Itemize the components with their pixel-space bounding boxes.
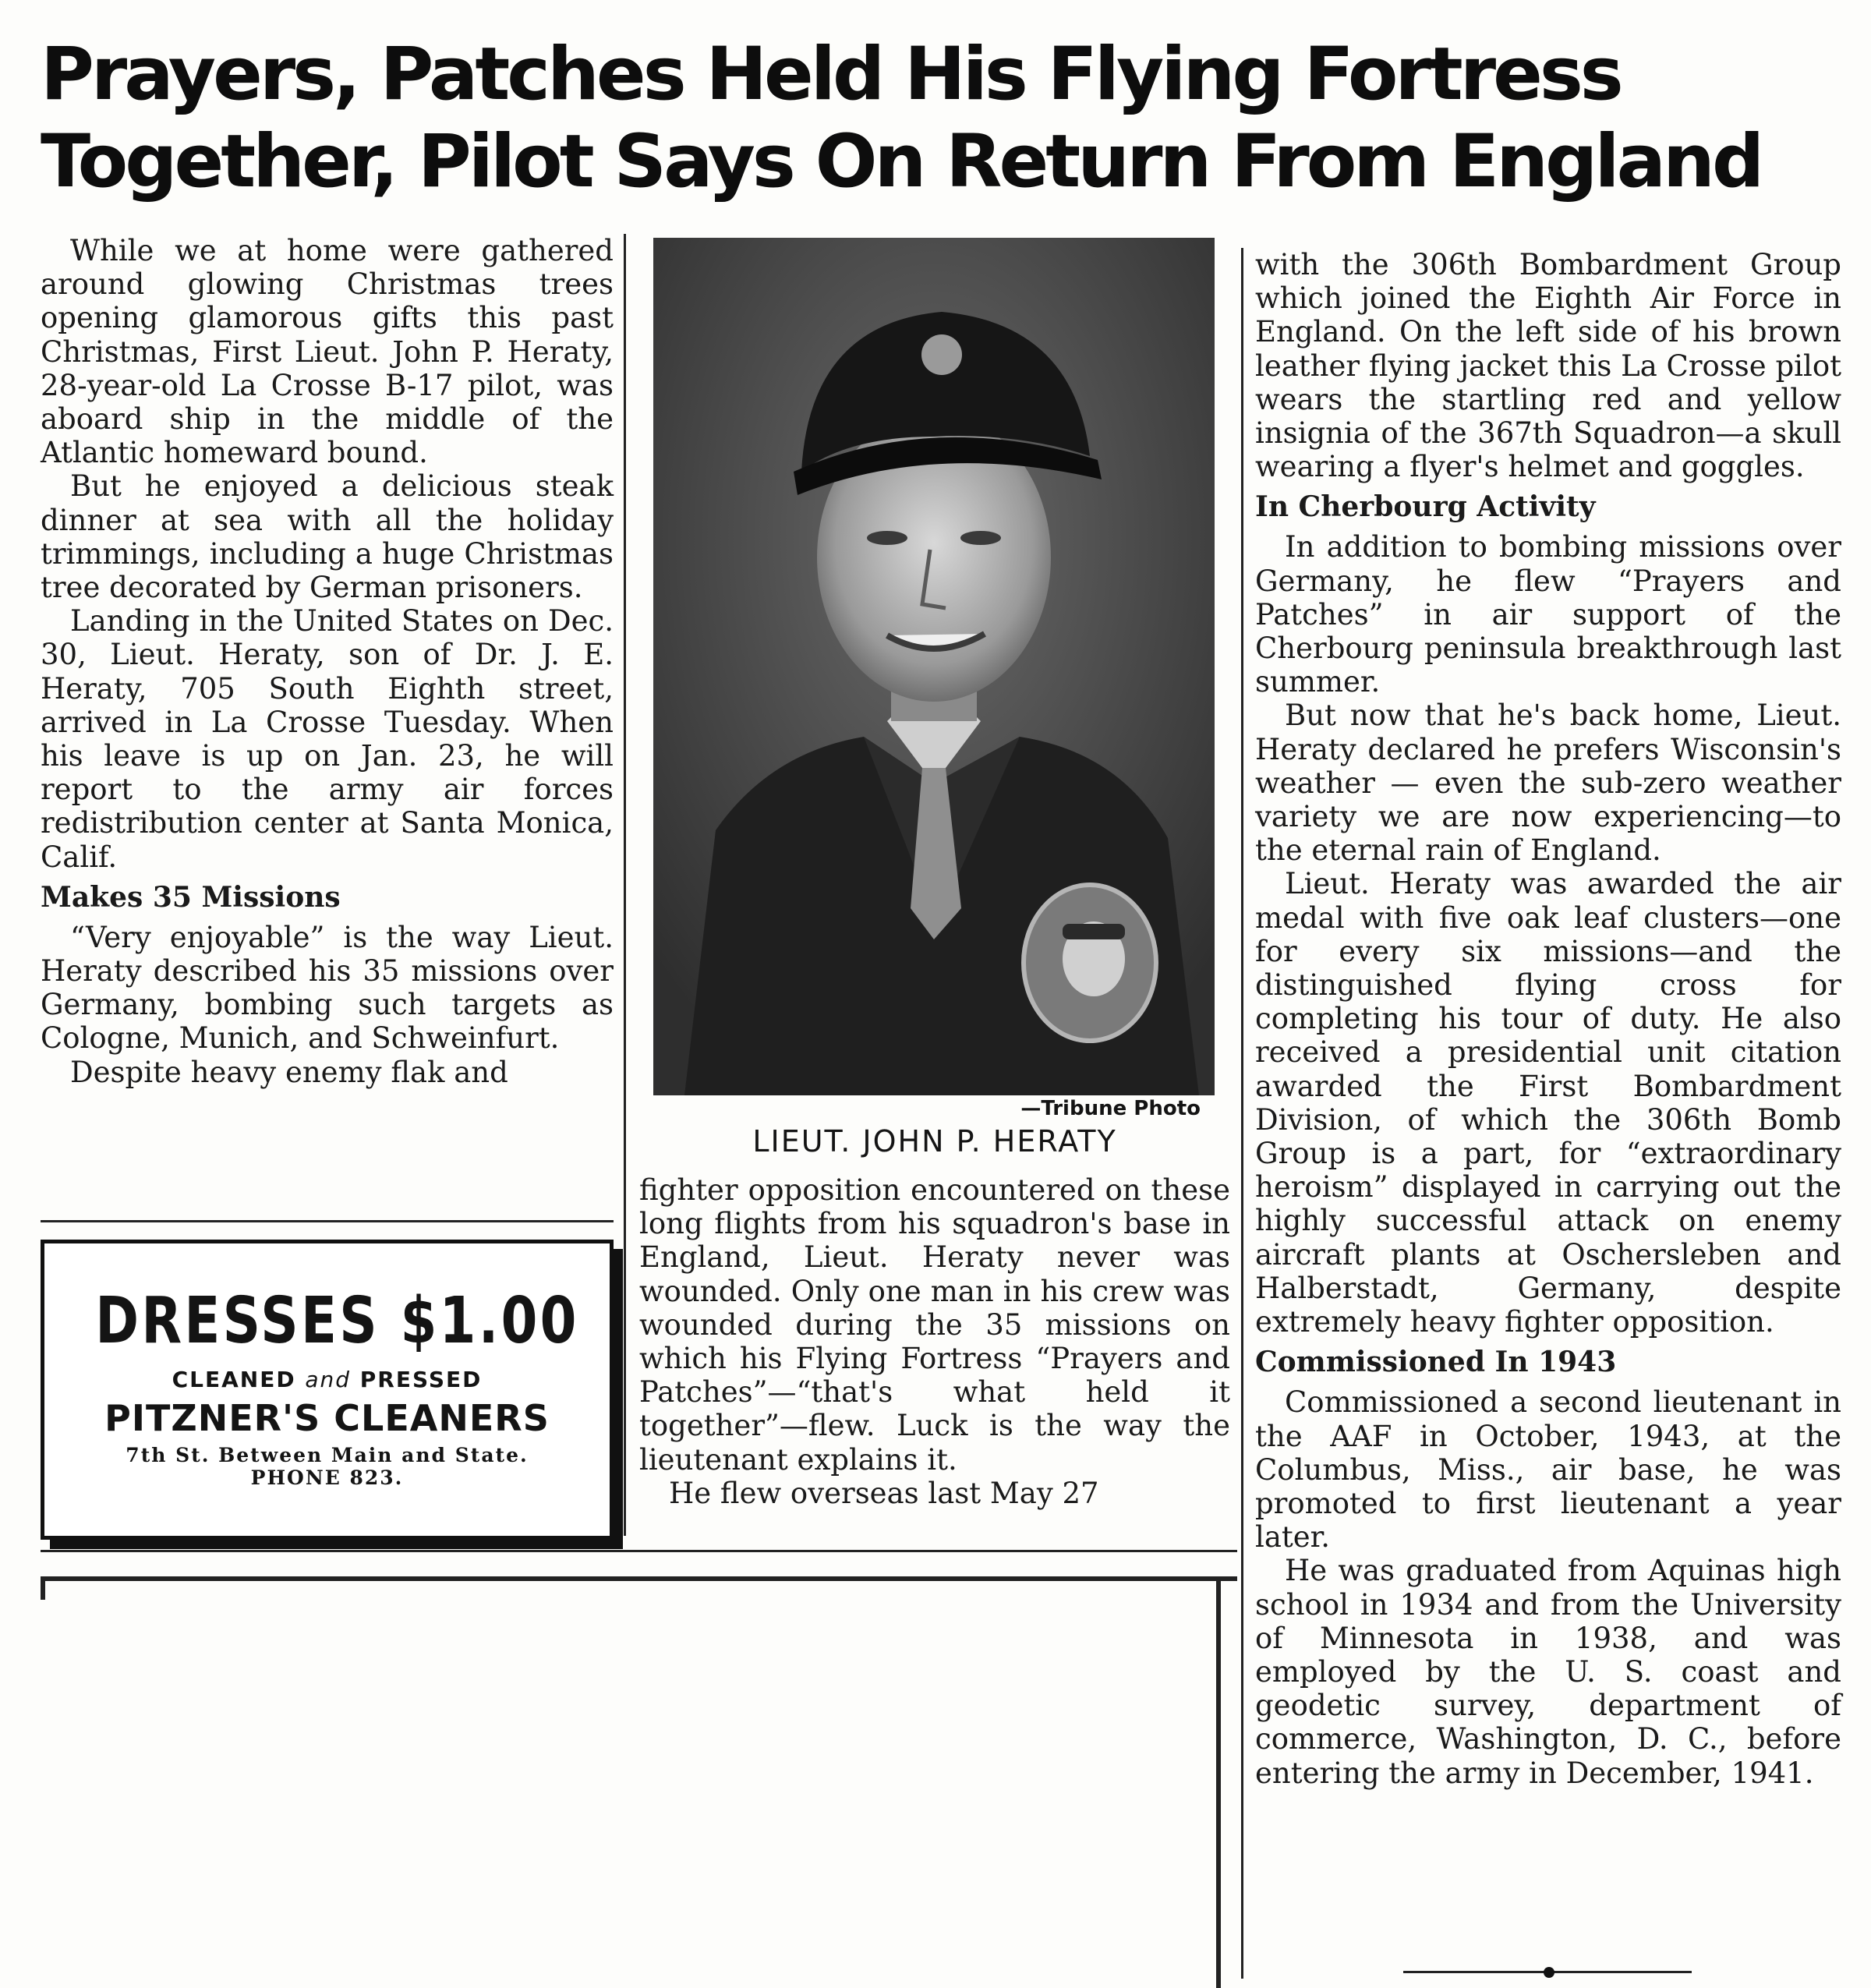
- advertisement-box: [41, 1240, 614, 1540]
- box-top-border: [41, 1576, 1237, 1581]
- paragraph: “Very enjoyable” is the way Lieut. Heraty described his 35 missions over Germany, bombing such targets as Cologne, Munich, and Schweinfurt.: [41, 920, 614, 1056]
- paragraph: Landing in the United States on Dec. 30, Lieut. Heraty, son of Dr. J. E. Heraty, 705 South Eighth street, arrived in La Crosse Tuesday. When his leave is up on Jan. 23, he will report to the army air forces redistribution center at Santa Monica, Calif.: [41, 604, 614, 874]
- subhead-in-cherbourg-activity: In Cherbourg Activity: [1255, 490, 1596, 524]
- paragraph: In addition to bombing missions over Germany, he flew “Prayers and Patches” in air support of the Cherbourg peninsula breakthrough last summer.: [1255, 530, 1841, 699]
- paragraph: But now that he's back home, Lieut. Heraty declared he prefers Wisconsin's weather — even the sub-zero weather variety we are now experiencing—to the eternal rain of England.: [1255, 699, 1841, 868]
- paragraph: fighter opposition encountered on these long flights from his squadron's base in England, Lieut. Heraty never was wounded. Only one man in his crew was wounded during the 35 missions on which his Flying Fortress “Prayers and Patches”—“that's what held it together”—flew. Luck is the way the lieutenant explains it.: [639, 1173, 1230, 1477]
- pilot-portrait-image: [653, 238, 1215, 1095]
- ad-title: DRESSES $1.00: [95, 1284, 579, 1358]
- box-left-border: [41, 1576, 45, 1600]
- box-right-border: [1216, 1576, 1221, 1988]
- headline-line-2: Together, Pilot Says On Return From England: [41, 119, 1762, 204]
- subhead-makes-35-missions: Makes 35 Missions: [41, 880, 341, 914]
- article-column-3: [1255, 248, 1841, 1790]
- paragraph: Commissioned a second lieutenant in the AAF in October, 1943, at the Columbus, Miss., air base, he was promoted to first lieutenant a year later.: [1255, 1385, 1841, 1555]
- paragraph: He flew overseas last May 27: [669, 1476, 1099, 1510]
- portrait-photo: [653, 238, 1215, 1095]
- paragraph: But he enjoyed a delicious steak dinner at sea with all the holiday trimmings, including a huge Christmas tree decorated by German prisoners.: [41, 469, 614, 605]
- ad-service-and: and: [305, 1367, 352, 1392]
- paragraph: Lieut. Heraty was awarded the air medal with five oak leaf clusters—one for every six missions—and the distinguished flying cross for completing his tour of duty. He also received a presidential unit citation awarded the First Bombardment Division, of which the 306th Bomb Group is a part, for “extraordinary heroism” displayed in carrying out the highly successful attack on enemy aircraft plants at Oschersleben and Halberstadt, Germany, despite extremely heavy fighter opposition.: [1255, 867, 1841, 1339]
- right-eye: [960, 531, 1001, 545]
- ad-business-name: PITZNER'S CLEANERS: [104, 1397, 550, 1439]
- column-divider-vertical: [624, 234, 626, 1536]
- headline: [41, 31, 1834, 206]
- paragraph: While we at home were gathered around glowing Christmas trees opening glamorous gifts this past Christmas, First Lieut. John P. Heraty, 28-year-old La Crosse B-17 pilot, was aboard ship in the middle of the Atlantic homeward bound.: [41, 234, 614, 470]
- paragraph: He was graduated from Aquinas high school in 1934 and from the University of Minnesota in 1938, and was employed by the U. S. coast and geodetic survey, department of commerce, Washington, D. C., before entering the army in December, 1941.: [1255, 1554, 1841, 1790]
- ad-service: [44, 1367, 610, 1392]
- column-divider-vertical: [1241, 248, 1243, 1979]
- paragraph: Despite heavy enemy flak and: [70, 1055, 508, 1089]
- article-column-2: [639, 1173, 1230, 1510]
- ad-address: 7th St. Between Main and State.: [126, 1444, 529, 1466]
- ad-phone: PHONE 823.: [250, 1466, 404, 1489]
- end-rule-dot: [1544, 1967, 1554, 1978]
- headline-line-1: Prayers, Patches Held His Flying Fortress: [41, 32, 1621, 117]
- column-divider-horizontal: [41, 1220, 614, 1222]
- goggles-icon: [1063, 924, 1125, 939]
- paragraph: with the 306th Bombardment Group which joined the Eighth Air Force in England. On the left side of his brown leather flying jacket this La Crosse pilot wears the startling red and yellow insignia of the 367th Squadron—a skull wearing a flyer's helmet and goggles.: [1255, 248, 1841, 484]
- subhead-commissioned-in-1943: Commissioned In 1943: [1255, 1346, 1617, 1379]
- article-column-1: [41, 234, 614, 1089]
- photo-credit: —Tribune Photo: [1020, 1097, 1201, 1120]
- ad-service-post: PRESSED: [351, 1367, 483, 1392]
- photo-caption: LIEUT. JOHN P. HERATY: [752, 1124, 1117, 1158]
- left-eye: [867, 531, 907, 545]
- ad-service-pre: CLEANED: [172, 1367, 306, 1392]
- section-divider: [41, 1550, 1237, 1552]
- cap-badge: [921, 334, 962, 375]
